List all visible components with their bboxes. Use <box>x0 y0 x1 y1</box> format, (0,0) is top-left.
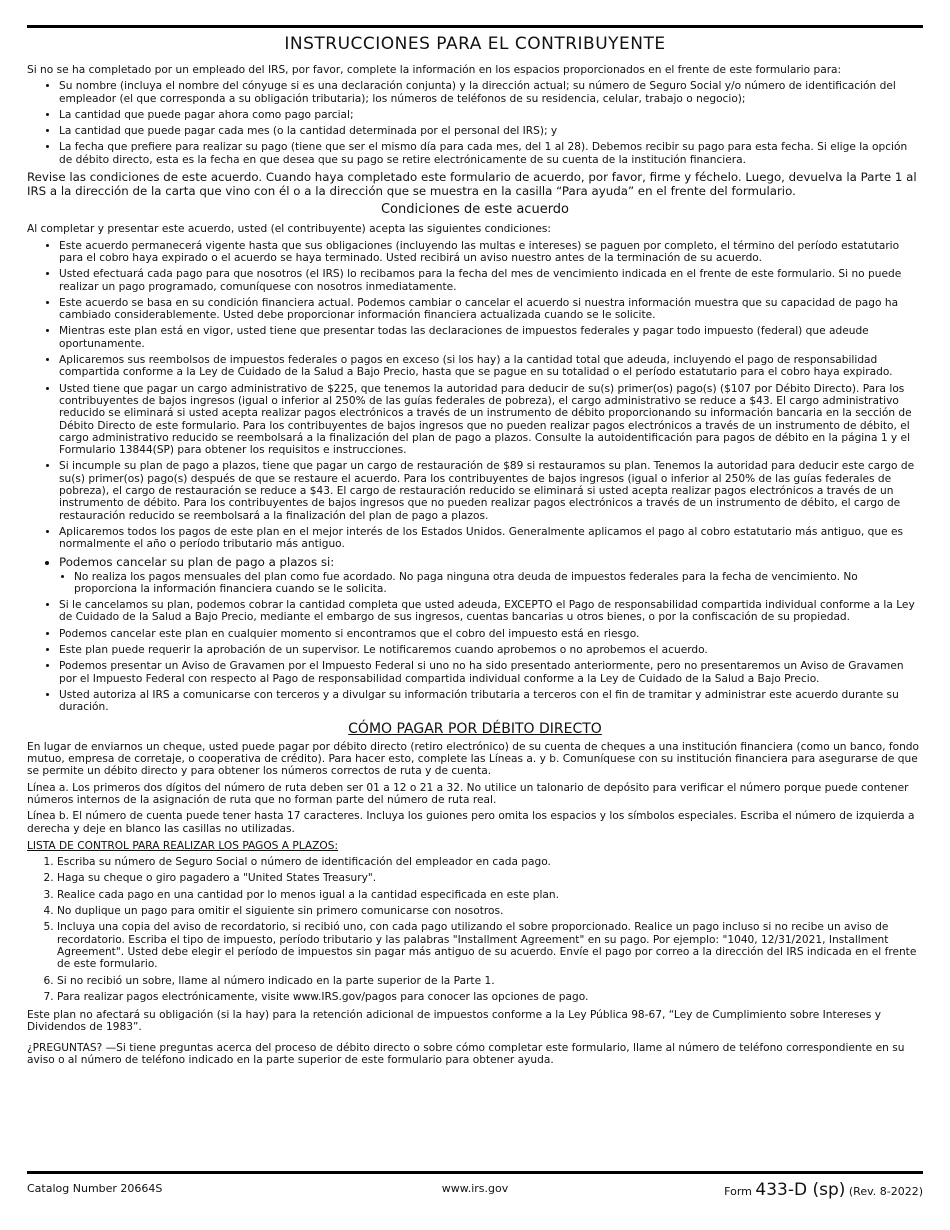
page-title: INSTRUCCIONES PARA EL CONTRIBUYENTE <box>284 34 666 54</box>
list-item: • Este acuerdo permanecerá vigente hasta que sus obligaciones (incluyendo las multas e intereses) se paguen por completo, el término del período estatutario para el cobro haya expirado o el acuerdo se haya terminado. Usted recibirá un aviso nuestro antes de la terminación de su acuerdo. <box>59 240 923 265</box>
list-item: • Usted efectuará cada pago para que nosotros (el IRS) lo recibamos para la fecha del mes de vencimiento indicada en el frente de este formulario. Si no puede realizar un pago programado, comuníquese con nosotros inmediatamente. <box>59 268 923 293</box>
cancel-sublist <box>59 571 923 596</box>
list-item: • Este plan puede requerir la aprobación de un supervisor. Le notificaremos cuando aprobemos o no aprobemos el acuerdo. <box>59 644 923 656</box>
list-item: • Mientras este plan está en vigor, usted tiene que presentar todas las declaraciones de impuestos federales y pagar todo impuesto (federal) que adeude oportunamente. <box>59 325 923 350</box>
list-item: • La fecha que prefiere para realizar su pago (tiene que ser el mismo día para cada mes, del 1 al 28). Debemos recibir su pago para esta fecha. Si elige la opción de débito directo, esta es la fecha en que desea que su pago se retire electrónicamente de su cuenta de la institución financiera. <box>59 141 923 166</box>
document-body <box>27 64 923 1070</box>
debit-intro: En lugar de enviarnos un cheque, usted puede pagar por débito directo (retiro electrónico) de su cuenta de cheques a una institución financiera (como un banco, fondo mutuo, empresa de corretaje, o cooperativa de crédito). Para hacer esto, complete las Líneas a. y b. Comuníquese con su institución financiera para asegurarse de que se permite un débito directo y para obtener los números correctos de ruta y de cuenta. <box>27 740 919 778</box>
conditions-list <box>27 240 923 714</box>
conditions-lead: Al completar y presentar este acuerdo, usted (el contribuyente) acepta las siguientes condiciones: <box>27 223 551 236</box>
checklist-heading: LISTA DE CONTROL PARA REALIZAR LOS PAGOS A PLAZOS: <box>27 839 339 852</box>
list-item: • Usted tiene que pagar un cargo administrativo de $225, que tenemos la autoridad para deducir de su(s) primer(os) pago(s) ($107 por Débito Directo). Para los contribuyentes de bajos ingresos (igual o inferior al 250% de las guías federales de pobreza), el cargo administrativo se reduce a $43. El cargo administrativo reducido se eliminará si usted acepta realizar pagos electrónicos a través de un instrumento de débito proporcionando su información bancaria en la sección de Débito Directo de este formulario. Para los contribuyentes de bajos ingresos que no pueden realizar pagos electrónicos a través de un instrumento de débito, el cargo administrativo reducido se reembolsará a la finalización del plan de pago a plazos. Consulte la autoidentificación para pagos de débito en la página 1 y el Formulario 13844(SP) para obtener los requisitos e instrucciones. <box>59 383 923 457</box>
review-paragraph: Revise las condiciones de este acuerdo. Cuando haya completado este formulario de acuerdo, por favor, firme y féchelo. Luego, devuelva la Parte 1 al IRS a la dirección de la carta que vino con él o a la dirección que se muestra en la casilla “Para ayuda” en el frente del formulario. <box>27 170 917 199</box>
list-item: • Aplicaremos todos los pagos de este plan en el mejor interés de los Estados Unidos. Generalmente aplicamos el pago al cobro estatutario más antiguo, que es normalmente el año o período tributario más antiguo. <box>59 526 923 551</box>
intro-lead: Si no se ha completado por un empleado del IRS, por favor, complete la información en los espacios proporcionados en el frente de este formulario para: <box>27 64 842 76</box>
list-item: • Si incumple su plan de pago a plazos, tiene que pagar un cargo de restauración de $89 si restauramos su plan. Tenemos la autoridad para deducir este cargo de su(s) primer(os) pago(s) después de que se restaure el acuerdo. Para los contribuyentes de bajos ingresos (igual o inferior al 250% de las guías federales de pobreza), el cargo de restauración se reduce a $43. El cargo de restauración reducido se eliminará si usted acepta realizar pagos electrónicos a través de un instrumento de débito. Para los contribuyentes de bajos ingresos que no pueden realizar pagos electrónicos a través de un instrumento de débito, el cargo de restauración reducido se reembolsará a la finalización del plan de pago a plazos. <box>59 460 923 521</box>
list-item: 3. Realice cada pago en una cantidad por lo menos igual a la cantidad especificada en este plan. <box>57 889 923 901</box>
list-item: • Aplicaremos sus reembolsos de impuestos federales o pagos en exceso (si los hay) a la cantidad total que adeuda, incluyendo el pago de responsabilidad compartida conforme a la Ley de Cuidado de la Salud a Bajo Precio, hasta que se pague en su totalidad o el período estatutario para el cobro haya expirado. <box>59 354 923 379</box>
catalog-number: Catalog Number 20664S <box>27 1182 163 1195</box>
list-item: • Su nombre (incluya el nombre del cónyuge si es una declaración conjunta) y la dirección actual; su número de Seguro Social y/o número de identificación del empleador (el que corresponda a su obligación tributaria); los números de teléfonos de su residencia, celular, trabajo o negocio); <box>59 80 923 105</box>
list-item: • No realiza los pagos mensuales del plan como fue acordado. No paga ninguna otra deuda de impuestos federales para la fecha de vencimiento. No proporciona la información financiera cuando se le solicita. <box>74 571 923 596</box>
list-item: • Si le cancelamos su plan, podemos cobrar la cantidad completa que usted adeuda, EXCEPTO el Pago de responsabilidad compartida individual conforme a la Ley de Cuidado de la Salud a Bajo Precio, mediante el embargo de sus ingresos, cuentas bancarias u otros bienes, o por la confiscación de su propiedad. <box>59 599 923 624</box>
checklist <box>27 856 923 1003</box>
list-item <box>59 555 923 596</box>
list-item: • Usted autoriza al IRS a comunicarse con terceros y a divulgar su información tributaria a terceros con el fin de tramitar y administrar este acuerdo durante su duración. <box>59 689 923 714</box>
list-item: • Este acuerdo se basa en su condición financiera actual. Podemos cambiar o cancelar el acuerdo si nuestra información muestra que su capacidad de pago ha cambiado considerablemente. Usted debe proporcionar información financiera actualizada cuando se le solicite. <box>59 297 923 322</box>
form-id <box>724 1180 923 1200</box>
list-item: • Podemos presentar un Aviso de Gravamen por el Impuesto Federal si uno no ha sido presentado anteriormente, pero no presentaremos un Aviso de Gravamen por el Impuesto Federal con respecto al Pago de responsabilidad compartida individual conforme a la Ley de Cuidado de la Salud a Bajo Precio. <box>59 660 923 685</box>
questions-note: ¿PREGUNTAS? —Si tiene preguntas acerca del proceso de débito directo o sobre cómo completar este formulario, llame al número de teléfono correspondiente en su aviso o al número de teléfono indicado en la parte superior de este formulario para obtener ayuda. <box>27 1041 905 1066</box>
list-item: 6. Si no recibió un sobre, llame al número indicado en la parte superior de la Parte 1. <box>57 975 923 987</box>
website-link[interactable]: www.irs.gov <box>441 1182 509 1195</box>
list-item: 1. Escriba su número de Seguro Social o número de identificación del empleador en cada pago. <box>57 856 923 868</box>
list-item: 4. No duplique un pago para omitir el siguiente sin primero comunicarse con nosotros. <box>57 905 923 917</box>
top-rule <box>27 25 923 28</box>
cancel-heading: Podemos cancelar su plan de pago a plazos si: <box>59 554 335 569</box>
list-item: 7. Para realizar pagos electrónicamente, visite www.IRS.gov/pagos para conocer las opciones de pago. <box>57 991 923 1003</box>
withholding-note: Este plan no afectará su obligación (si la hay) para la retención adicional de impuestos conforme a la Ley Pública 98-67, “Ley de Cumplimiento sobre Intereses y Dividendos de 1983”. <box>27 1009 881 1034</box>
list-item: 5. Incluya una copia del aviso de recordatorio, si recibió uno, con cada pago utilizando el sobre proporcionado. Realice un pago incluso si no recibe un aviso de recordatorio. Escriba el tipo de impuesto, período tributario y las palabras "Installment Agreement" en su pago. Por ejemplo: "1040, 12/31/2021, Installment Agreement". Usted debe elegir el período de impuestos sin pagar más antiguo de su acuerdo. Envíe el pago por correo a la dirección del IRS indicada en el frente de este formulario. <box>57 921 923 970</box>
line-b-text: Línea b. El número de cuenta puede tener hasta 17 caracteres. Incluya los guiones pero omita los espacios y los símbolos especiales. Escriba el número de izquierda a derecha y deje en blanco las casillas no utilizadas. <box>27 810 915 835</box>
form-revision: (Rev. 8-2022) <box>848 1185 923 1198</box>
conditions-heading: Condiciones de este acuerdo <box>380 202 570 218</box>
form-prefix: Form <box>724 1185 752 1198</box>
list-item: • La cantidad que puede pagar cada mes (o la cantidad determinada por el personal del IRS); y <box>59 125 923 137</box>
form-number: 433-D (sp) <box>755 1180 846 1200</box>
bottom-rule <box>27 1171 923 1174</box>
debit-heading: CÓMO PAGAR POR DÉBITO DIRECTO <box>348 721 602 738</box>
list-item: • La cantidad que puede pagar ahora como pago parcial; <box>59 109 923 121</box>
intro-list <box>27 80 923 166</box>
line-a-text: Línea a. Los primeros dos dígitos del número de ruta deben ser 01 a 12 o 21 a 32. No utilice un talonario de depósito para verificar el número porque puede contener números internos de la asignación de ruta que no forman parte del número de ruta real. <box>27 781 909 806</box>
list-item: • Podemos cancelar este plan en cualquier momento si encontramos que el cobro del impuesto está en riesgo. <box>59 628 923 640</box>
list-item: 2. Haga su cheque o giro pagadero a "United States Treasury". <box>57 872 923 884</box>
